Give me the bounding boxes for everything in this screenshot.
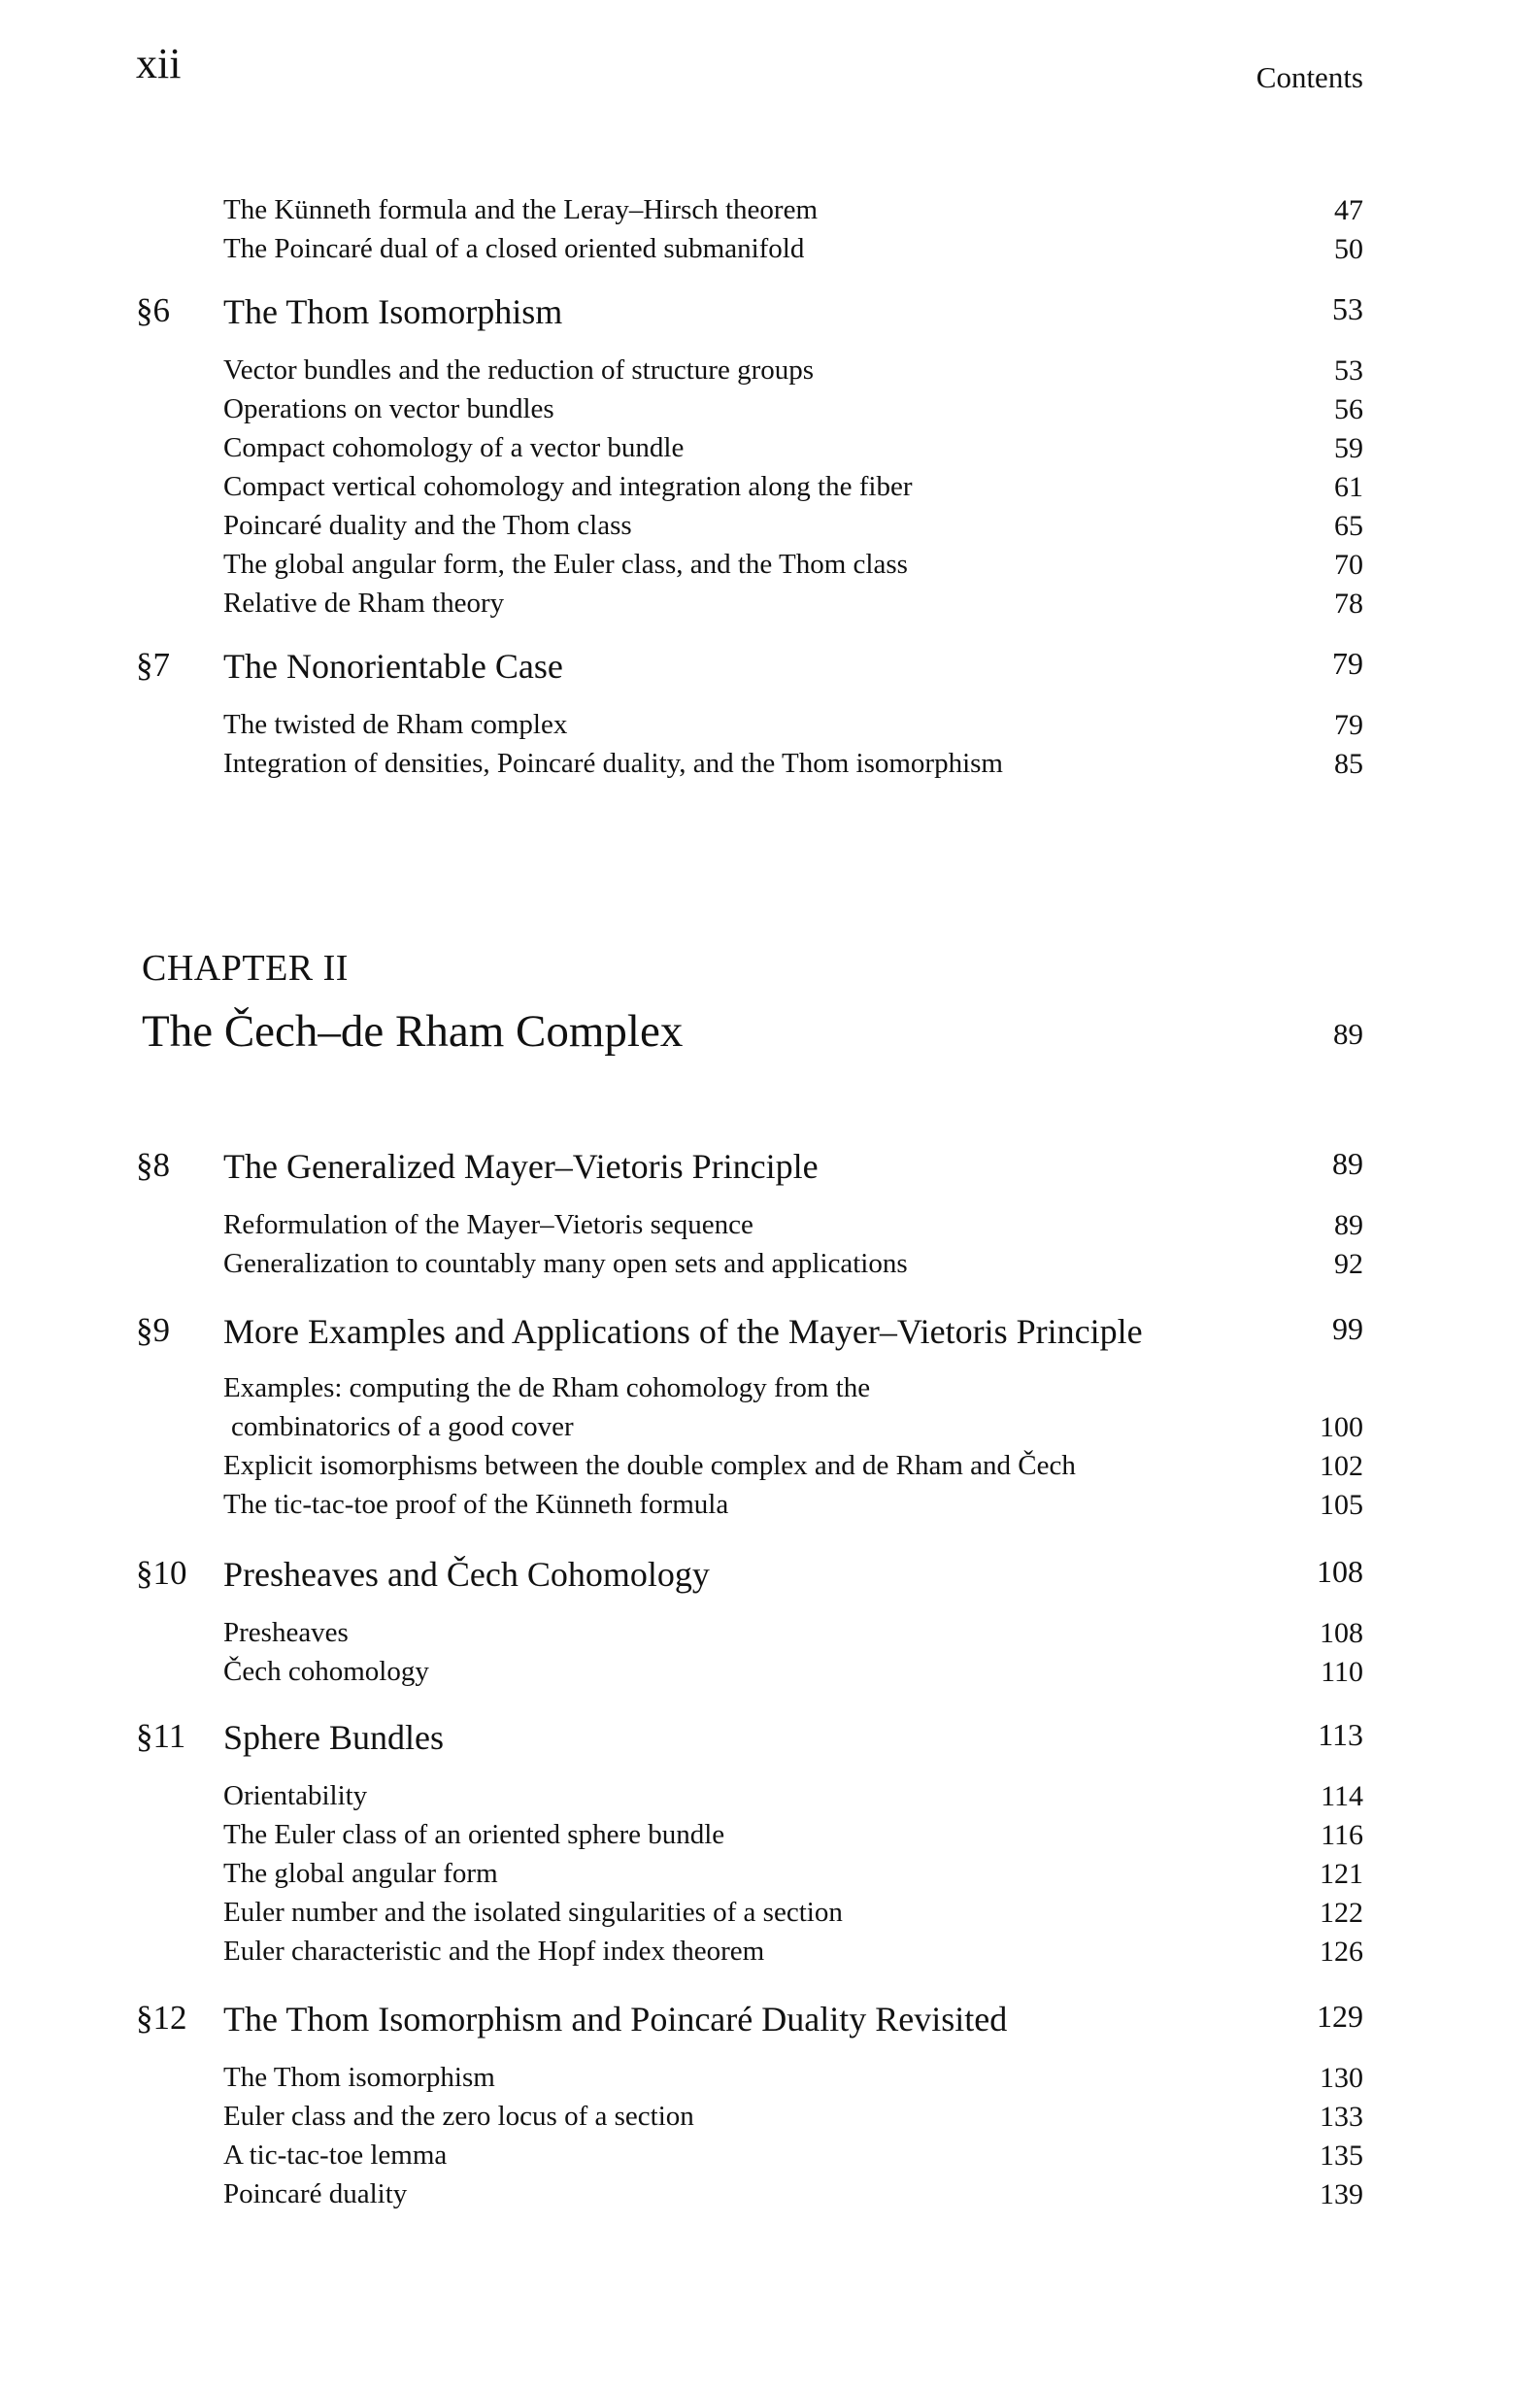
toc-entry bbox=[0, 2062, 1540, 2105]
toc-entry-title: Poincaré duality and the Thom class bbox=[223, 510, 632, 541]
chapter-label: CHAPTER II bbox=[142, 948, 349, 989]
section-heading-10 bbox=[0, 1554, 1540, 1597]
toc-entry-title: The global angular form, the Euler class, and the Thom class bbox=[223, 549, 908, 580]
toc-entry bbox=[0, 233, 1540, 276]
section-page: 113 bbox=[1318, 1717, 1363, 1752]
toc-entry-title: The tic-tac-toe proof of the Künneth formula bbox=[223, 1489, 729, 1520]
toc-entry-title: The Künneth formula and the Leray–Hirsch theorem bbox=[223, 194, 819, 225]
toc-entry-title: Euler number and the isolated singularities of a section bbox=[223, 1897, 843, 1928]
toc-entry bbox=[0, 1489, 1540, 1532]
toc-entry bbox=[0, 549, 1540, 591]
toc-entry bbox=[0, 354, 1540, 397]
section-heading-11 bbox=[0, 1717, 1540, 1760]
toc-entry-title: Generalization to countably many open sets and applications bbox=[223, 1248, 908, 1279]
toc-entry-page: 47 bbox=[1334, 194, 1363, 226]
section-title: More Examples and Applications of the Mayer–Vietoris Principle bbox=[223, 1312, 1143, 1351]
toc-entry bbox=[0, 432, 1540, 475]
toc-entry bbox=[0, 1450, 1540, 1493]
toc-entry bbox=[0, 1936, 1540, 1978]
section-title: The Nonorientable Case bbox=[223, 647, 563, 686]
toc-entry-title: combinatorics of a good cover bbox=[231, 1411, 574, 1442]
toc-entry bbox=[0, 2101, 1540, 2143]
toc-entry-title: The Poincaré dual of a closed oriented submanifold bbox=[223, 233, 805, 264]
toc-entry-title: The twisted de Rham complex bbox=[223, 709, 568, 740]
toc-entry-page: 121 bbox=[1320, 1858, 1363, 1890]
page-number: xii bbox=[136, 40, 182, 87]
toc-entry bbox=[0, 1858, 1540, 1901]
section-number: §6 bbox=[136, 291, 170, 329]
toc-entry-page: 114 bbox=[1321, 1780, 1363, 1812]
section-page: 89 bbox=[1332, 1146, 1363, 1181]
toc-entry bbox=[0, 588, 1540, 630]
toc-entry bbox=[0, 1248, 1540, 1291]
toc-entry-page: 59 bbox=[1334, 432, 1363, 464]
toc-entry-title: Compact vertical cohomology and integration along the fiber bbox=[223, 471, 913, 502]
section-title: Sphere Bundles bbox=[223, 1718, 444, 1757]
toc-entry-title: A tic-tac-toe lemma bbox=[223, 2140, 448, 2171]
toc-entry bbox=[0, 1780, 1540, 1823]
toc-entry-title: Examples: computing the de Rham cohomology from the bbox=[223, 1372, 871, 1403]
toc-entry bbox=[0, 748, 1540, 791]
toc-entry-title: Orientability bbox=[223, 1780, 368, 1811]
section-heading-7 bbox=[0, 646, 1540, 689]
section-number: §7 bbox=[136, 646, 170, 684]
toc-entry-title: Čech cohomology bbox=[223, 1656, 429, 1687]
toc-entry-page: 122 bbox=[1320, 1897, 1363, 1929]
toc-entry-title: Reformulation of the Mayer–Vietoris sequence bbox=[223, 1209, 753, 1240]
toc-entry bbox=[0, 471, 1540, 514]
toc-entry-page: 116 bbox=[1321, 1819, 1363, 1851]
toc-entry-page: 79 bbox=[1334, 709, 1363, 741]
toc-entry-title: Compact cohomology of a vector bundle bbox=[223, 432, 685, 463]
toc-entry bbox=[0, 1617, 1540, 1660]
section-number: §10 bbox=[136, 1554, 187, 1592]
toc-entry bbox=[0, 1819, 1540, 1862]
section-page: 108 bbox=[1317, 1554, 1363, 1589]
toc-entry-page: 65 bbox=[1334, 510, 1363, 542]
toc-entry bbox=[0, 1897, 1540, 1939]
toc-entry-page: 126 bbox=[1320, 1936, 1363, 1968]
toc-entry-title: The Euler class of an oriented sphere bundle bbox=[223, 1819, 725, 1850]
section-heading-8 bbox=[0, 1146, 1540, 1189]
chapter-heading bbox=[0, 1005, 1540, 1063]
toc-entry bbox=[0, 2178, 1540, 2221]
toc-entry-page: 102 bbox=[1320, 1450, 1363, 1482]
section-heading-12 bbox=[0, 1999, 1540, 2041]
toc-entry bbox=[0, 709, 1540, 752]
toc-entry-page: 139 bbox=[1320, 2178, 1363, 2210]
section-heading-6 bbox=[0, 291, 1540, 334]
section-number: §12 bbox=[136, 1999, 187, 2037]
section-title: The Thom Isomorphism bbox=[223, 292, 563, 331]
toc-entry bbox=[0, 194, 1540, 237]
toc-entry-page: 85 bbox=[1334, 748, 1363, 780]
section-heading-9 bbox=[0, 1311, 1540, 1354]
toc-entry-title: Explicit isomorphisms between the double complex and de Rham and Čech bbox=[223, 1450, 1076, 1481]
toc-entry-title: Operations on vector bundles bbox=[223, 393, 554, 424]
section-page: 99 bbox=[1332, 1311, 1363, 1346]
section-title: The Thom Isomorphism and Poincaré Duality Revisited bbox=[223, 2000, 1008, 2039]
toc-entry-page: 70 bbox=[1334, 549, 1363, 581]
toc-entry-page: 78 bbox=[1334, 588, 1363, 620]
toc-entry-page: 133 bbox=[1320, 2101, 1363, 2133]
section-number: §9 bbox=[136, 1311, 170, 1349]
toc-entry-page: 92 bbox=[1334, 1248, 1363, 1280]
toc-entry bbox=[0, 1372, 1540, 1415]
toc-entry-title: The global angular form bbox=[223, 1858, 498, 1889]
toc-entry bbox=[0, 510, 1540, 553]
toc-entry-page: 135 bbox=[1320, 2140, 1363, 2172]
toc-entry bbox=[0, 2140, 1540, 2182]
toc-entry-title: Presheaves bbox=[223, 1617, 349, 1648]
toc-entry bbox=[0, 1411, 1540, 1454]
section-page: 53 bbox=[1332, 291, 1363, 326]
section-number: §8 bbox=[136, 1146, 170, 1184]
toc-entry bbox=[0, 1209, 1540, 1252]
section-title: The Generalized Mayer–Vietoris Principle bbox=[223, 1147, 819, 1186]
toc-entry-title: Poincaré duality bbox=[223, 2178, 408, 2209]
toc-entry-title: Relative de Rham theory bbox=[223, 588, 505, 619]
toc-entry-page: 50 bbox=[1334, 233, 1363, 265]
toc-entry-page: 105 bbox=[1320, 1489, 1363, 1521]
toc-entry-page: 108 bbox=[1320, 1617, 1363, 1649]
section-page: 129 bbox=[1317, 1999, 1363, 2034]
toc-entry-title: The Thom isomorphism bbox=[223, 2062, 495, 2093]
toc-entry-title: Integration of densities, Poincaré duality, and the Thom isomorphism bbox=[223, 748, 1003, 779]
toc-entry-page: 53 bbox=[1334, 354, 1363, 387]
toc-entry bbox=[0, 1656, 1540, 1699]
toc-entry-page: 100 bbox=[1320, 1411, 1363, 1443]
chapter-title: The Čech–de Rham Complex bbox=[142, 1006, 684, 1057]
section-number: §11 bbox=[136, 1717, 186, 1755]
toc-entry-page: 130 bbox=[1320, 2062, 1363, 2094]
section-page: 79 bbox=[1332, 646, 1363, 681]
running-title: Contents bbox=[1255, 60, 1363, 94]
toc-entry-page: 61 bbox=[1334, 471, 1363, 503]
toc-entry-page: 56 bbox=[1334, 393, 1363, 425]
toc-entry-page: 110 bbox=[1321, 1656, 1363, 1688]
toc-entry-page: 89 bbox=[1334, 1209, 1363, 1241]
section-title: Presheaves and Čech Cohomology bbox=[223, 1555, 710, 1594]
toc-entry-title: Vector bundles and the reduction of structure groups bbox=[223, 354, 815, 386]
chapter-page: 89 bbox=[1333, 1017, 1363, 1051]
toc-entry bbox=[0, 393, 1540, 436]
toc-entry-title: Euler characteristic and the Hopf index theorem bbox=[223, 1936, 765, 1967]
toc-entry-title: Euler class and the zero locus of a section bbox=[223, 2101, 694, 2132]
